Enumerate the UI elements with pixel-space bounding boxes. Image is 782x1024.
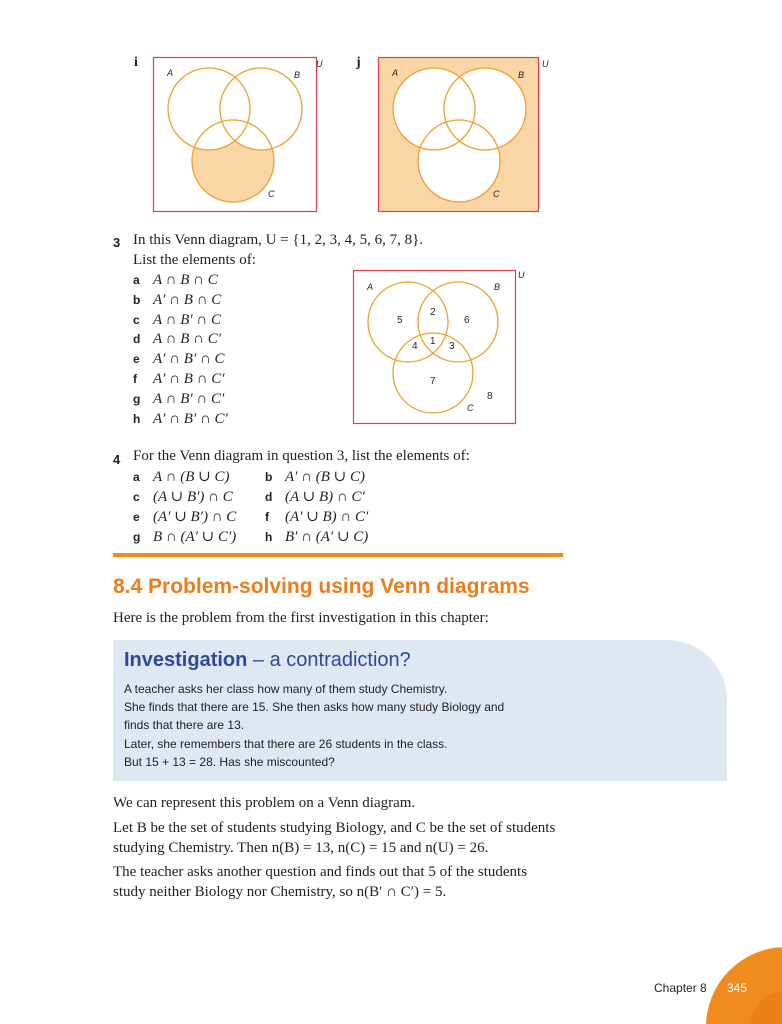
venn-i-svg: [153, 57, 317, 212]
item-expression: A ∩ B ∩ C: [153, 272, 218, 288]
item-label: a: [133, 273, 140, 287]
venn-q3-region-b-only: 6: [464, 315, 470, 326]
investigation-box: [113, 640, 727, 781]
item-expression: A′ ∩ B′ ∩ C: [153, 351, 225, 368]
question-3-item: [133, 292, 221, 309]
venn-q3-label-a: A: [367, 282, 374, 292]
item-label: f: [265, 510, 269, 524]
question-4-item: [265, 527, 368, 546]
item-expression: A ∩ B ∩ C′: [153, 331, 222, 348]
venn-q3-label-b: B: [494, 282, 501, 292]
venn-j-label-b: B: [518, 70, 525, 80]
item-expression: (A ∪ B) ∩ C′: [285, 489, 365, 505]
question-3-item: [133, 272, 218, 289]
question-4-text: For the Venn diagram in question 3, list the elements of:: [133, 448, 470, 464]
item-label: d: [265, 490, 273, 504]
question-4-item: [133, 487, 233, 506]
venn-q3-region-c-only: 7: [430, 376, 436, 387]
footer-chapter: Chapter 8: [654, 981, 707, 995]
question-4-number: 4: [113, 452, 121, 467]
item-expression: A′ ∩ (B ∪ C): [285, 469, 366, 485]
venn-q3-label-u: U: [518, 270, 525, 280]
item-label: d: [133, 332, 141, 347]
question-3-item: [133, 391, 224, 408]
venn-i-label-b: B: [294, 70, 301, 80]
venn-q3-region-ab: 2: [430, 307, 436, 318]
item-label: a: [133, 470, 140, 484]
question-3-item: [133, 351, 225, 368]
question-3-item: [133, 331, 221, 348]
investigation-line: finds that there are 13.: [124, 718, 245, 732]
venn-j-label-a: A: [392, 68, 399, 78]
body-paragraph-3-line-1: The teacher asks another question and finds out that 5 of the students: [113, 864, 528, 880]
question-3-subtext: List the elements of:: [133, 252, 256, 268]
venn-q3-region-outside: 8: [487, 391, 493, 402]
question-3-item: [133, 411, 228, 428]
venn-j-svg: [378, 57, 539, 212]
part-label-j: j: [356, 55, 361, 70]
venn-i-label-u: U: [316, 59, 323, 69]
item-expression: B′ ∩ (A′ ∪ C): [285, 529, 369, 545]
question-4-item: [265, 467, 365, 486]
item-label: b: [265, 470, 273, 484]
question-4-item: [133, 507, 236, 526]
question-4-item: [265, 507, 368, 526]
item-label: c: [133, 312, 140, 327]
venn-i-label-c: C: [268, 189, 275, 199]
item-label: e: [133, 510, 140, 524]
item-label: f: [133, 372, 137, 386]
item-expression: A′ ∩ B ∩ C′: [153, 371, 225, 387]
venn-q3-circle-b: [418, 282, 501, 362]
page-number: 345: [727, 981, 748, 995]
item-label: e: [133, 352, 140, 367]
venn-diagram-j: [378, 57, 549, 212]
venn-diagram-q3: [353, 270, 525, 424]
question-3-item: [133, 371, 225, 388]
question-4-item: [265, 487, 365, 506]
item-label: h: [265, 530, 273, 544]
item-label: c: [133, 490, 140, 504]
part-label-i: i: [134, 55, 138, 70]
venn-q3-region-ac: 4: [412, 341, 418, 352]
venn-q3-region-bc: 3: [449, 341, 455, 352]
item-label: b: [133, 292, 141, 307]
item-label: g: [133, 391, 141, 406]
investigation-line: A teacher asks her class how many of them study Chemistry.: [124, 682, 448, 696]
section-intro: Here is the problem from the first investigation in this chapter:: [113, 610, 489, 626]
question-4-item: [133, 527, 236, 546]
item-expression: B ∩ (A′ ∪ C′): [153, 529, 237, 545]
investigation-title: [124, 649, 411, 672]
investigation-title-rest: – a contradiction?: [247, 649, 411, 671]
item-expression: A′ ∩ B ∩ C: [153, 291, 222, 308]
venn-q3-circle-a: [368, 282, 448, 362]
item-expression: (A ∪ B′) ∩ C: [153, 489, 233, 505]
venn-q3-label-c: C: [467, 403, 474, 413]
venn-q3-region-abc: 1: [430, 336, 436, 347]
item-label: h: [133, 411, 141, 426]
body-paragraph-3-line-2: study neither Biology nor Chemistry, so n(B′ ∩ C′) = 5.: [113, 884, 447, 900]
item-expression: (A′ ∪ B′) ∩ C: [153, 509, 237, 525]
item-expression: A ∩ B′ ∩ C′: [153, 390, 225, 407]
venn-j-label-c: C: [493, 189, 500, 199]
item-expression: A ∩ (B ∪ C): [153, 469, 230, 485]
body-paragraph-1: We can represent this problem on a Venn diagram.: [113, 795, 416, 811]
question-4-item: [133, 467, 229, 486]
investigation-title-bold: Investigation: [124, 649, 248, 671]
item-expression: (A′ ∪ B) ∩ C′: [285, 509, 369, 525]
item-label: g: [133, 530, 141, 544]
venn-j-label-u: U: [542, 59, 549, 69]
question-3-text: In this Venn diagram, U = {1, 2, 3, 4, 5, 6, 7, 8}.: [133, 232, 424, 248]
question-3-number: 3: [113, 235, 121, 250]
investigation-line: Later, she remembers that there are 26 students in the class.: [124, 737, 448, 751]
section-divider: [113, 553, 563, 557]
venn-i-label-a: A: [167, 68, 174, 78]
investigation-line: She finds that there are 15. She then asks how many study Biology and: [124, 700, 505, 714]
body-paragraph-2-line-1: Let B be the set of students studying Biology, and C be the set of students: [113, 820, 556, 836]
section-heading: 8.4 Problem-solving using Venn diagrams: [113, 575, 530, 598]
body-paragraph-2-line-2: studying Chemistry. Then n(B) = 13, n(C) = 15 and n(U) = 26.: [113, 840, 489, 856]
item-expression: A ∩ B′ ∩ C: [153, 311, 222, 328]
question-3-item: [133, 312, 221, 329]
item-expression: A′ ∩ B′ ∩ C′: [153, 410, 228, 427]
investigation-line: But 15 + 13 = 28. Has she miscounted?: [124, 755, 335, 769]
venn-q3-region-a-only: 5: [397, 315, 403, 326]
venn-diagram-i: [153, 57, 323, 212]
